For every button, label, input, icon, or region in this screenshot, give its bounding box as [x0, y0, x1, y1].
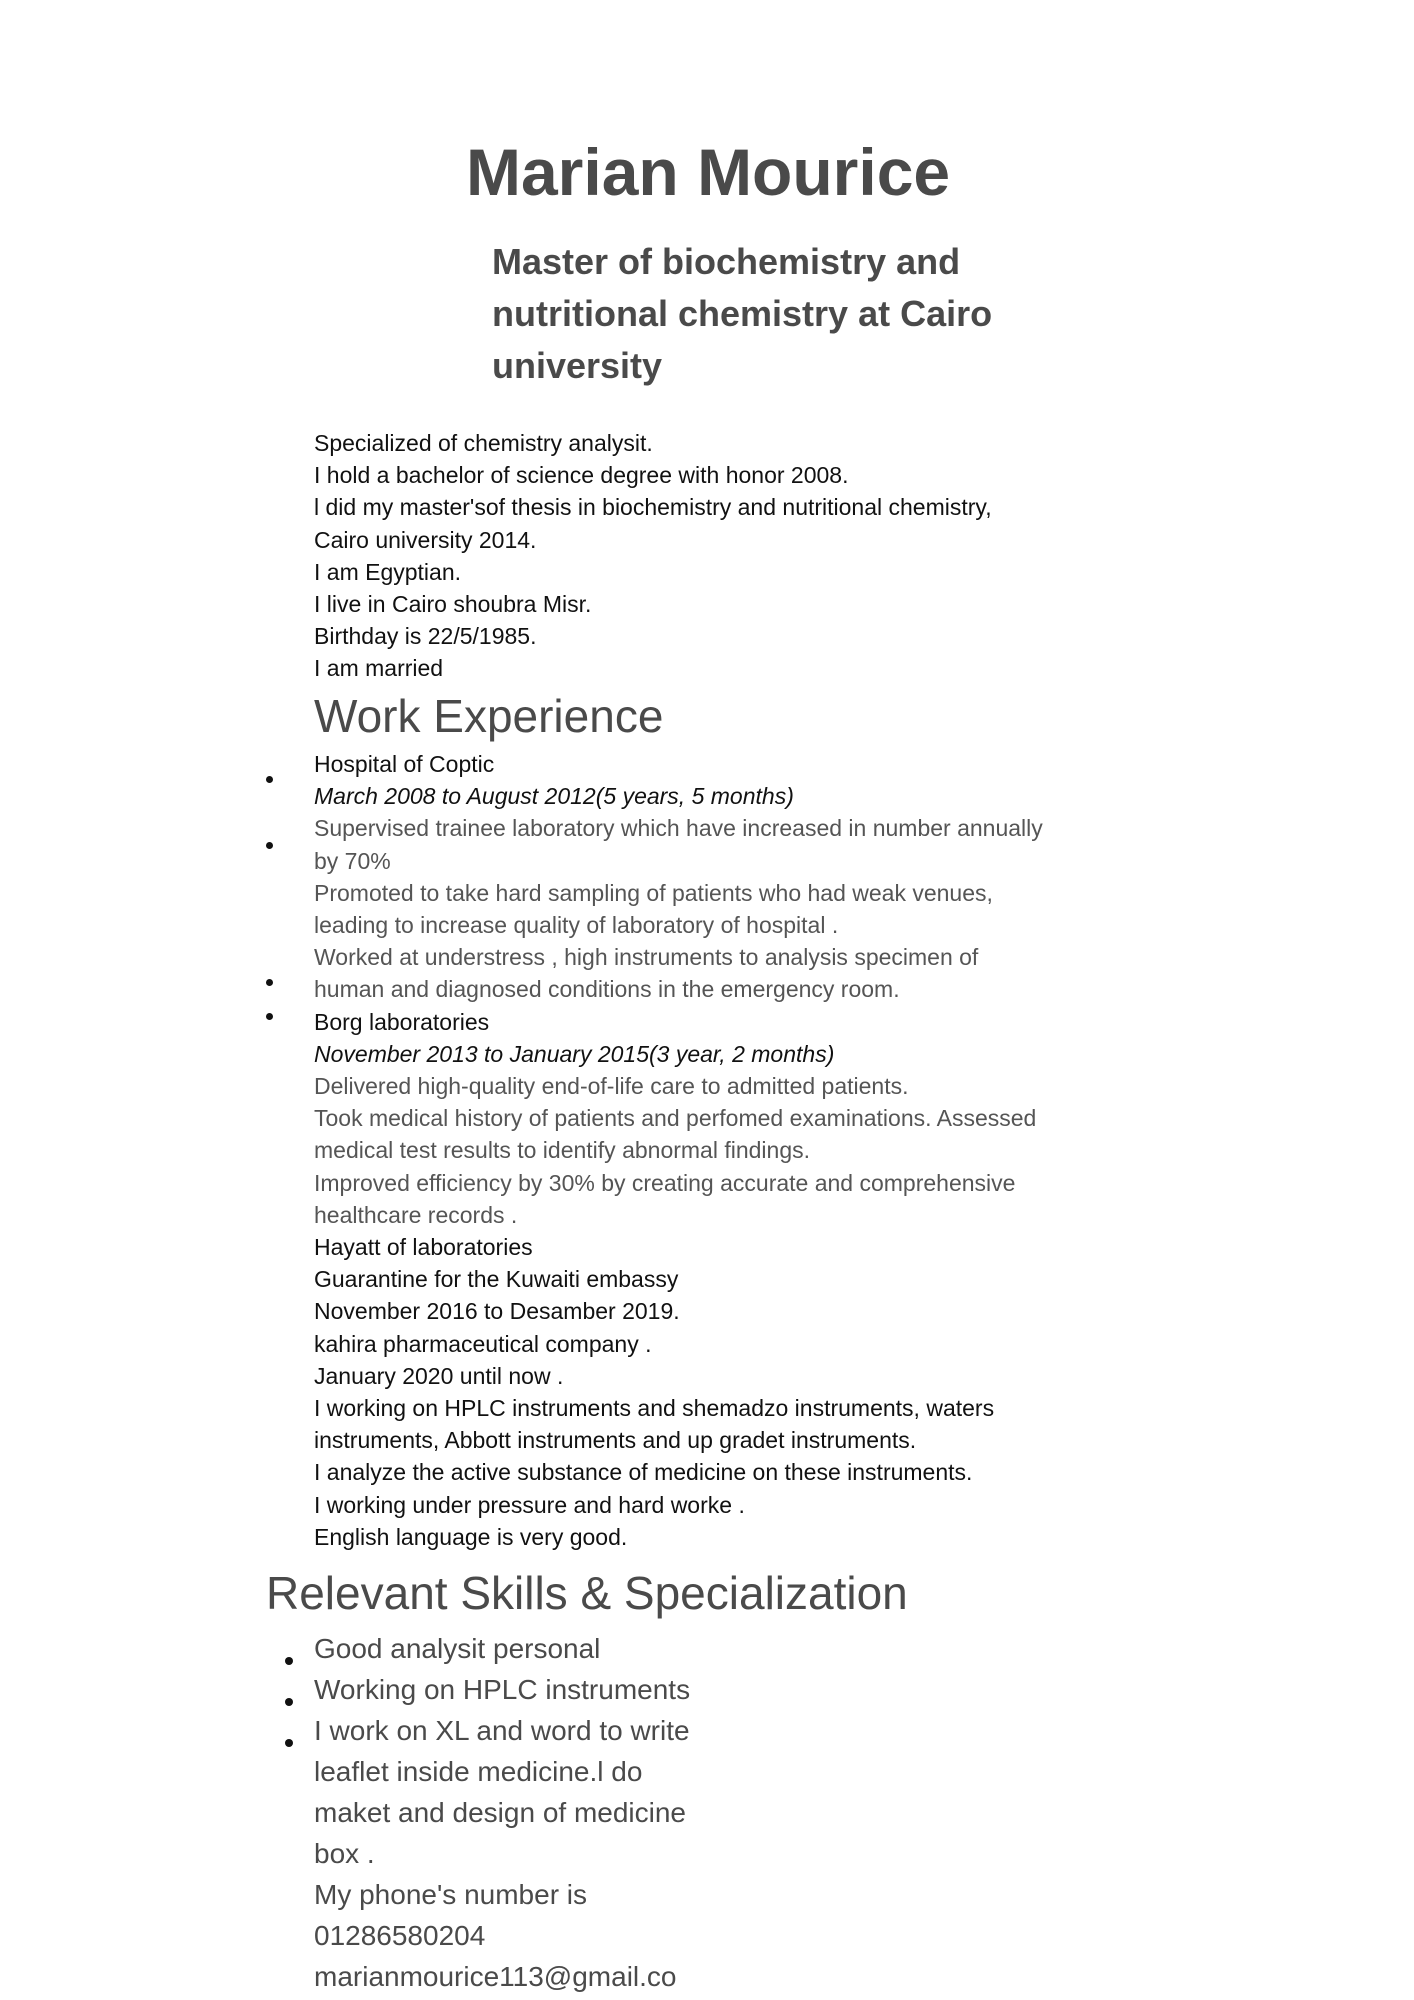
skill-bullet	[285, 1657, 293, 1665]
work-line: November 2016 to Desamber 2019.	[314, 1298, 680, 1325]
intro-line: Specialized of chemistry analysit.	[314, 430, 653, 456]
degree-title-line: university	[492, 345, 663, 386]
skill-bullet	[285, 1698, 293, 1706]
intro-section	[314, 427, 1114, 685]
intro-line: I hold a bachelor of science degree with honor 2008.	[314, 462, 849, 489]
work-line: Worked at understress , high instruments to analysis specimen of	[314, 944, 979, 971]
work-line: March 2008 to August 2012(5 years, 5 months)	[314, 783, 794, 810]
skill-line: 01286580204	[314, 1920, 486, 1951]
bullet-dot	[266, 1013, 273, 1020]
work-line: by 70%	[314, 847, 391, 874]
degree-title-line: Master of biochemistry and	[492, 241, 961, 282]
work-line: I working under pressure and hard worke .	[314, 1491, 745, 1518]
bullet-dot	[266, 776, 273, 783]
work-line: January 2020 until now .	[314, 1362, 564, 1389]
candidate-name: Marian Mourice	[466, 135, 951, 209]
work-line: I working on HPLC instruments and shemadzo instruments, waters	[314, 1395, 995, 1422]
skill-line: Good analysit personal	[314, 1633, 601, 1664]
work-line: Borg laboratories	[314, 1008, 490, 1035]
work-line: Hospital of Coptic	[314, 751, 495, 777]
skill-line: marianmourice113@gmail.co	[314, 1961, 677, 1992]
work-line: leading to increase quality of laboratory of hospital .	[314, 912, 839, 939]
work-line: English language is very good.	[314, 1523, 628, 1550]
degree-title	[492, 236, 1052, 392]
work-line: Took medical history of patients and perfomed examinations. Assessed	[314, 1105, 1037, 1132]
work-line: Improved efficiency by 30% by creating accurate and comprehensive	[314, 1169, 1016, 1196]
work-line: Hayatt of laboratories	[314, 1234, 533, 1261]
work-line: instruments, Abbott instruments and up gradet instruments.	[314, 1427, 917, 1454]
intro-line: I live in Cairo shoubra Misr.	[314, 591, 592, 618]
work-line: Supervised trainee laboratory which have increased in number annually	[314, 815, 1043, 842]
work-line: Guarantine for the Kuwaiti embassy	[314, 1266, 679, 1293]
skills-list	[314, 1628, 734, 1997]
skill-line: My phone's number is	[314, 1879, 588, 1910]
work-experience-heading: Work Experience	[314, 690, 664, 742]
skill-line: maket and design of medicine	[314, 1797, 686, 1828]
work-line: human and diagnosed conditions in the emergency room.	[314, 976, 900, 1003]
bullet-dot	[266, 979, 273, 986]
name-header	[466, 132, 950, 212]
skill-line: I work on XL and word to write	[314, 1715, 690, 1746]
intro-line: Birthday is 22/5/1985.	[314, 623, 537, 650]
degree-title-line: nutritional chemistry at Cairo	[492, 293, 993, 334]
work-line: Delivered high-quality end-of-life care to admitted patients.	[314, 1073, 909, 1100]
work-experience-list	[314, 748, 1114, 1553]
intro-line: l did my master'sof thesis in biochemistry and nutritional chemistry,	[314, 494, 992, 521]
skill-line: leaflet inside medicine.l do	[314, 1756, 643, 1787]
work-line: kahira pharmaceutical company .	[314, 1330, 652, 1357]
skill-line: box .	[314, 1838, 375, 1869]
intro-line: Cairo university 2014.	[314, 526, 537, 553]
skills-heading: Relevant Skills & Specialization	[266, 1567, 908, 1619]
bullet-dot	[266, 842, 273, 849]
skill-line: Working on HPLC instruments	[314, 1674, 691, 1705]
intro-line: I am married	[314, 655, 444, 682]
work-line: November 2013 to January 2015(3 year, 2 months)	[314, 1040, 835, 1067]
intro-line: I am Egyptian.	[314, 558, 462, 585]
skill-bullet	[285, 1739, 293, 1747]
work-line: Promoted to take hard sampling of patients who had weak venues,	[314, 879, 993, 906]
work-line: healthcare records .	[314, 1201, 518, 1228]
work-line: I analyze the active substance of medicine on these instruments.	[314, 1459, 973, 1486]
work-line: medical test results to identify abnormal findings.	[314, 1137, 811, 1164]
